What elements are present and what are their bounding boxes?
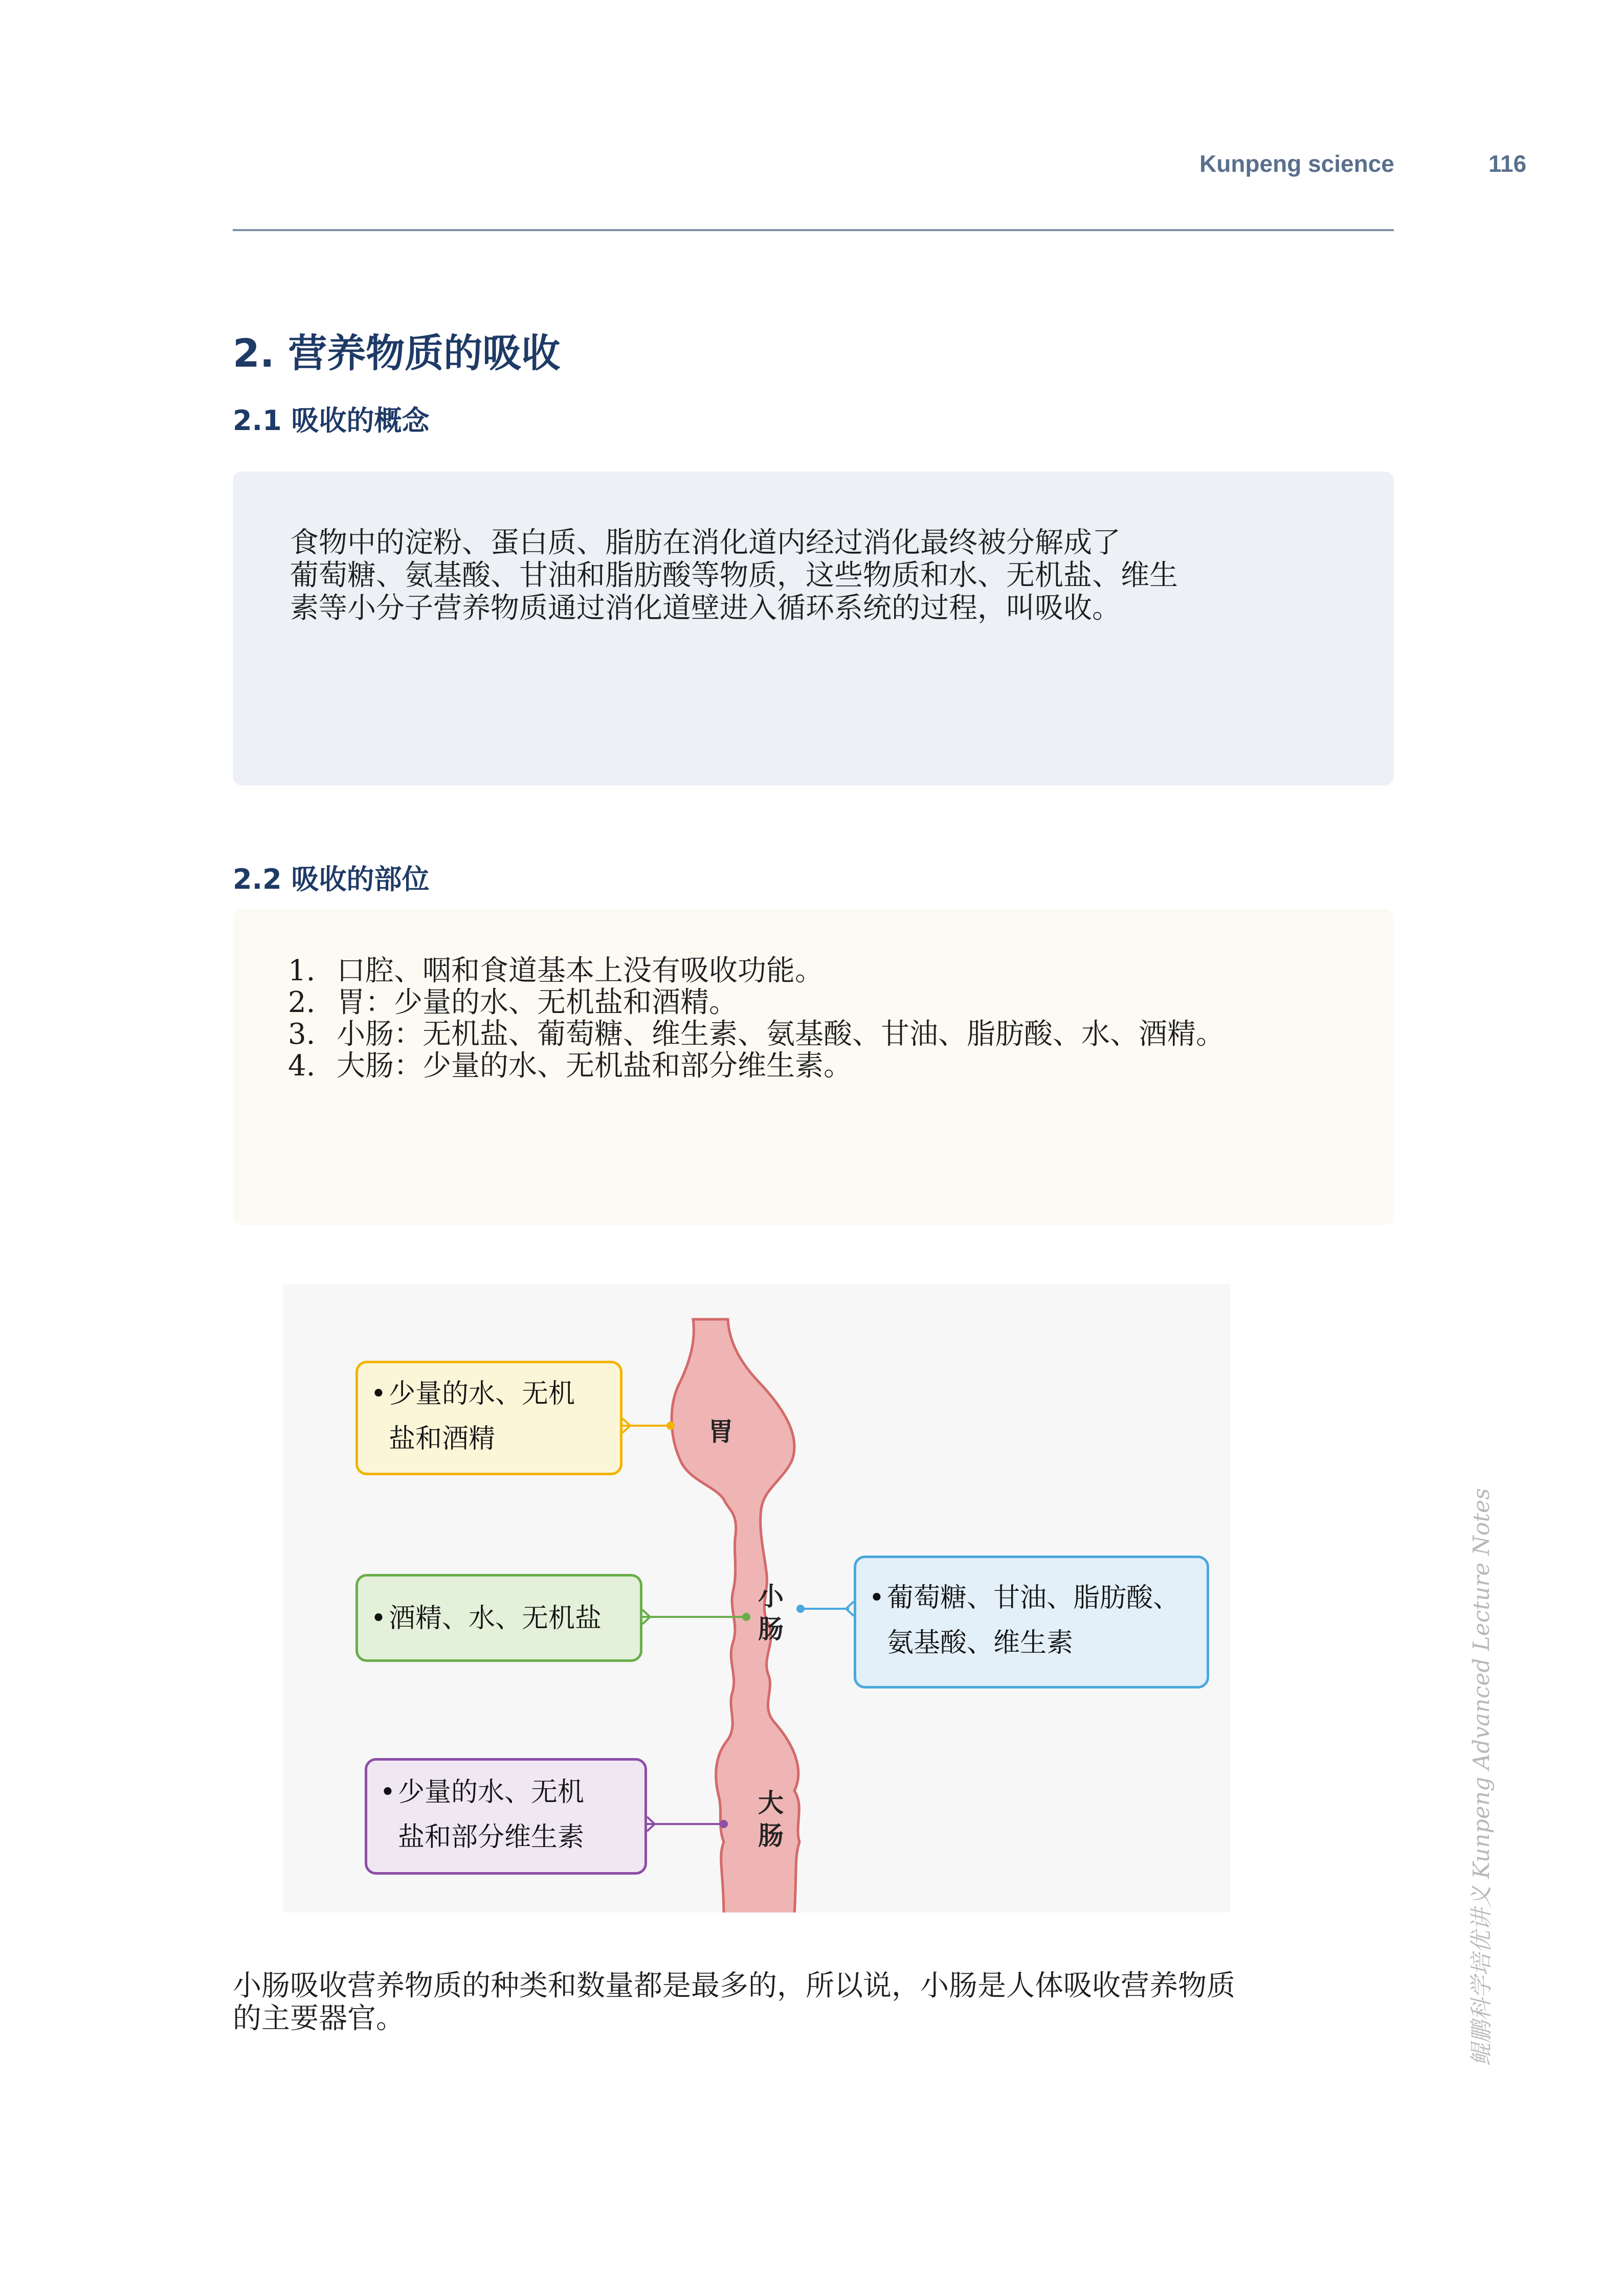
header-divider	[233, 229, 1394, 231]
large-intestine-box: •少量的水、无机 盐和部分维生素	[365, 1758, 647, 1875]
side-watermark: 鲲鹏科学培优讲义 Kunpeng Advanced Lecture Notes	[1469, 1488, 1495, 2066]
page-number: 116	[1488, 150, 1527, 177]
header-brand: Kunpeng science	[1199, 150, 1394, 177]
list-item: 4. 大肠：少量的水、无机盐和部分维生素。	[288, 1049, 852, 1083]
concept-line: 素等小分子营养物质通过消化道壁进入循环系统的过程，叫吸收。	[290, 592, 1121, 625]
summary-line: 小肠吸收营养物质的种类和数量都是最多的，所以说，小肠是人体吸收营养物质	[233, 1969, 1235, 2002]
list-item: 2. 胃：少量的水、无机盐和酒精。	[288, 986, 738, 1019]
concept-text	[290, 527, 1364, 625]
small-intestine-left-box: •酒精、水、无机盐	[355, 1574, 642, 1662]
list-item: 1. 口腔、咽和食道基本上没有吸收功能。	[288, 954, 824, 987]
concept-line: 葡萄糖、氨基酸、甘油和脂肪酸等物质，这些物质和水、无机盐、维生	[290, 559, 1178, 592]
summary-paragraph	[233, 1970, 1389, 2035]
section-title: 2. 营养物质的吸收	[233, 330, 561, 376]
large-intestine-label: 大 肠	[758, 1788, 784, 1851]
sites-box	[233, 909, 1394, 1225]
sites-list	[288, 955, 1225, 1082]
small-intestine-right-box: •葡萄糖、甘油、脂肪酸、 氨基酸、维生素	[854, 1556, 1209, 1689]
small-intestine-label: 小 肠	[758, 1582, 784, 1644]
concept-box	[233, 471, 1394, 785]
absorption-diagram	[283, 1285, 1231, 1912]
concept-heading: 2.1 吸收的概念	[233, 404, 430, 437]
summary-line: 的主要器官。	[233, 2002, 405, 2035]
stomach-absorption-box: •少量的水、无机 盐和酒精	[355, 1361, 622, 1475]
concept-line: 食物中的淀粉、蛋白质、脂肪在消化道内经过消化最终被分解成了	[290, 526, 1121, 559]
sites-heading: 2.2 吸收的部位	[233, 863, 430, 895]
stomach-label: 胃	[708, 1417, 733, 1447]
list-item: 3. 小肠：无机盐、葡萄糖、维生素、氨基酸、甘油、脂肪酸、水、酒精。	[288, 1018, 1225, 1051]
